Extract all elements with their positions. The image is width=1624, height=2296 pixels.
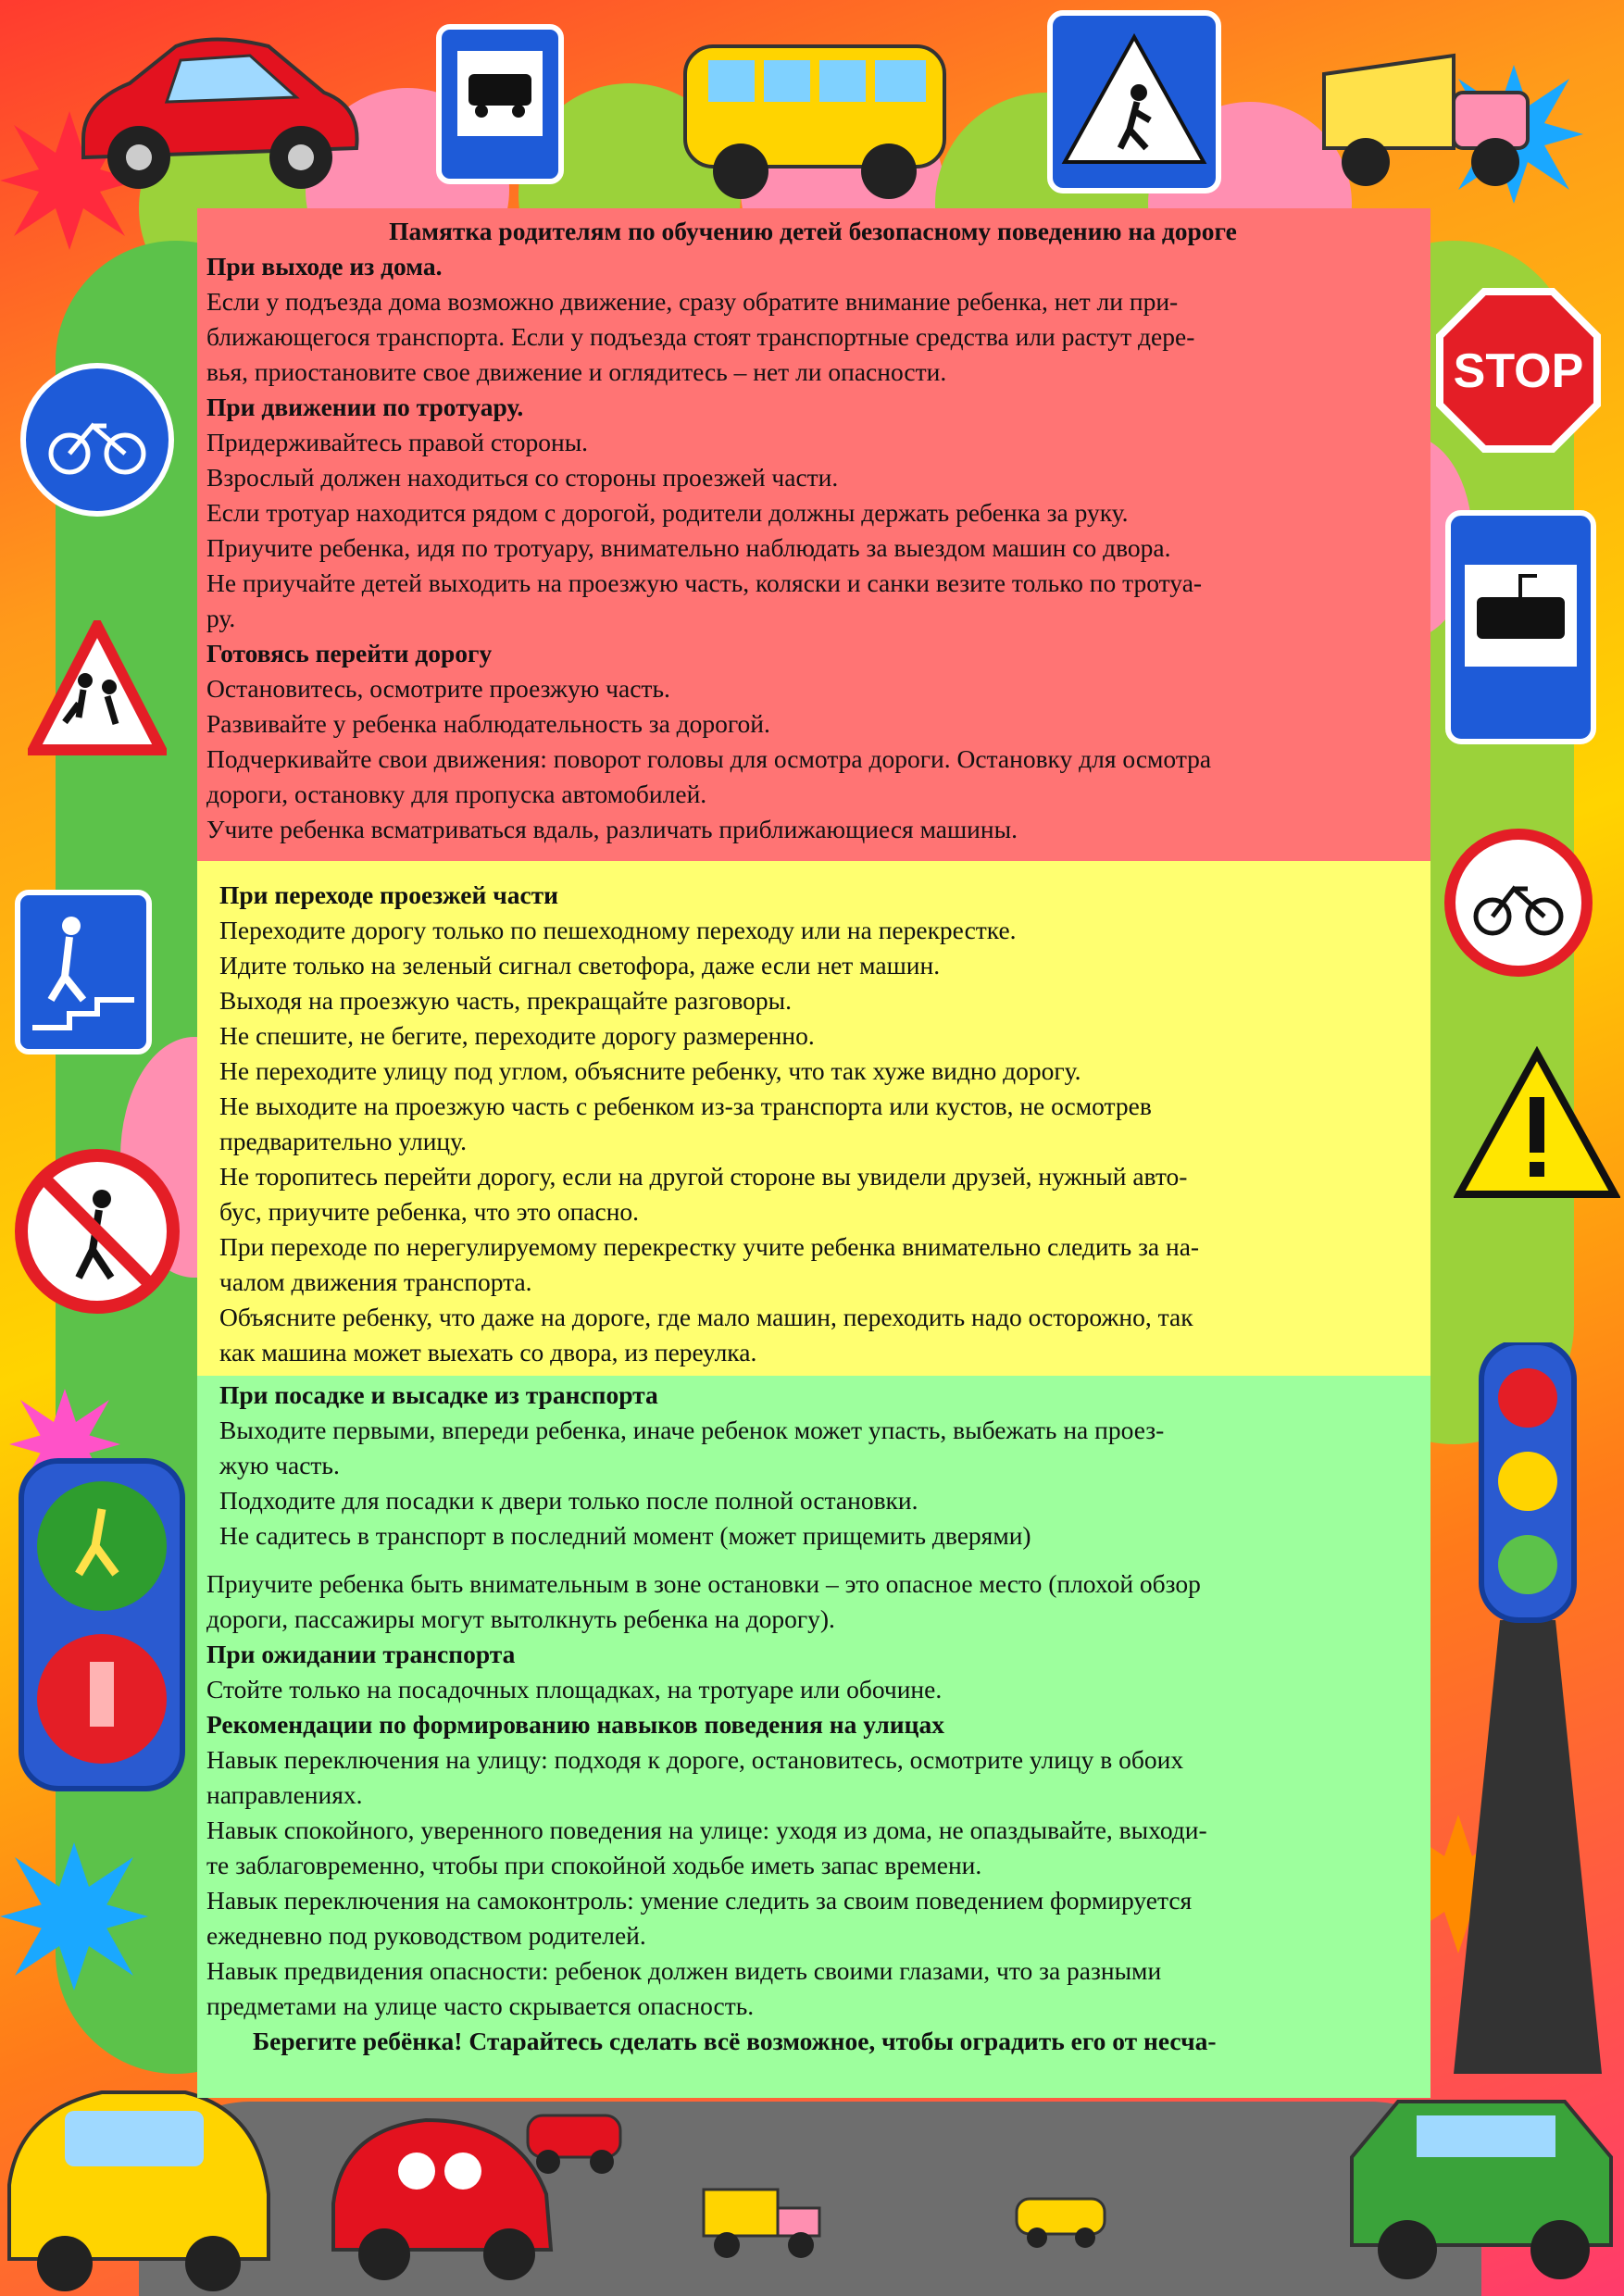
svg-text:STOP: STOP [1453,344,1584,398]
section-yellow-panel [197,861,1430,1376]
bus-stop-sign-icon [435,23,565,185]
no-bicycles-sign-icon [1444,829,1593,977]
section-heading: Готовясь перейти дорогу [206,639,493,668]
text-line: направлениях. [206,1780,363,1809]
text-line: Учите ребенка всматриваться вдаль, различать приближающиеся машины. [206,815,1018,843]
text-line: Развивайте у ребенка наблюдательность за дорогой. [206,709,770,738]
text-line: вья, приостановите свое движение и оглядитесь – нет ли опасности. [206,357,947,386]
underground-crossing-sign-icon [14,889,153,1055]
traffic-light-road-illustration [1444,1342,1611,2074]
text-line: Не приучайте детей выходить на проезжую часть, коляски и санки везите только по тротуа- [206,568,1203,597]
school-bus-illustration [667,19,963,208]
text-line: дороги, пассажиры могут вытолкнуть ребенка на дорогу). [206,1604,835,1633]
text-line: Навык переключения на самоконтроль: умение следить за своим поведением формируется [206,1886,1193,1915]
tram-stop-sign-icon [1444,509,1597,745]
small-dump-truck-illustration [694,2171,833,2273]
section-heading: При выходе из дома. [206,252,443,281]
text-line: Подходите для посадки к двери только после полной остановки. [219,1486,918,1515]
text-line: жую часть. [219,1451,340,1479]
dump-truck-illustration [1315,28,1546,204]
warning-sign-icon [1454,1046,1620,1204]
text-line: те заблаговременно, чтобы при спокойной ходьбе иметь запас времени. [206,1851,982,1879]
text-line: чалом движения транспорта. [219,1267,532,1296]
bicycle-path-sign-icon [19,361,176,518]
text-line: Объясните ребенку, что даже на дороге, где мало машин, переходить надо осторожно, так [219,1303,1193,1331]
section-heading: Рекомендации по формированию навыков поведения на улицах [206,1710,944,1739]
section-heading: При движении по тротуару. [206,393,524,421]
text-line: Переходите дорогу только по пешеходному переходу или на перекрестке. [219,916,1017,944]
text-line: Навык переключения на улицу: подходя к дороге, остановитесь, осмотрите улицу в обоих [206,1745,1184,1774]
text-line: Остановитесь, осмотрите проезжую часть. [206,674,670,703]
text-line: Выходите первыми, впереди ребенка, иначе ребенок может упасть, выбежать на проез- [219,1416,1165,1444]
decor-burst [0,1842,148,1990]
text-line: Выходя на проезжую часть, прекращайте разговоры. [219,986,792,1015]
section-red-panel [197,208,1430,861]
text-line: Если тротуар находится рядом с дорогой, родители должны держать ребенка за руку. [206,498,1129,527]
section-heading: При переходе проезжей части [219,880,559,909]
text-line: предварительно улицу. [219,1127,467,1155]
text-line: Стойте только на посадочных площадках, на тротуаре или обочине. [206,1675,943,1703]
pedestrian-traffic-light-illustration [14,1454,190,1796]
text-line: ближающегося транспорта. Если у подъезда стоят транспортные средства или растут дере- [206,322,1195,351]
text-line: Навык предвидения опасности: ребенок должен видеть своими глазами, что за разными [206,1956,1162,1985]
text-line: Приучите ребенка быть внимательным в зоне остановки – это опасное место (плохой обзор [206,1569,1201,1598]
text-line: Взрослый должен находиться со стороны проезжей части. [206,463,839,492]
text-line: При переходе по нерегулируемому перекрестку учите ребенка внимательно следить за на- [219,1232,1200,1261]
text-line: Подчеркивайте свои движения: поворот головы для осмотра дороги. Остановку для осмотра [206,744,1212,773]
text-line: Придерживайтесь правой стороны. [206,428,589,456]
text-line: ежедневно под руководством родителей. [206,1921,646,1950]
closing-statement: Берегите ребёнка! Старайтесь сделать всё возможное, чтобы оградить его от несча- [253,2027,1217,2055]
pedestrian-crossing-sign-icon [1046,9,1222,194]
page-title: Памятка родителям по обучению детей безопасному поведению на дороге [389,217,1237,245]
text-line: Не переходите улицу под углом, объясните ребенку, что так хуже видно дорогу. [219,1056,1081,1085]
text-line: Не спешите, не бегите, переходите дорогу размеренно. [219,1021,815,1050]
text-line: предметами на улице часто скрывается опасность. [206,1991,755,2020]
text-line: Не садитесь в транспорт в последний момент (может прищемить дверями) [219,1521,1031,1550]
section-heading: При ожидании транспорта [206,1640,516,1668]
red-car-illustration [65,19,370,204]
text-line: Не выходите на проезжую часть с ребенком из-за транспорта или кустов, не осмотрев [219,1092,1152,1120]
text-line: Приучите ребенка, идя по тротуару, внимательно наблюдать за выездом машин со двора. [206,533,1171,562]
small-yellow-car-illustration [1009,2180,1111,2254]
text-line: как машина может выехать со двора, из переулка. [219,1338,757,1366]
text-line: бус, приучите ребенка, что это опасно. [219,1197,640,1226]
text-line: Не торопитесь перейти дорогу, если на другой стороне вы увидели друзей, нужный авто- [219,1162,1188,1191]
text-line: Если у подъезда дома возможно движение, сразу обратите внимание ребенка, нет ли при- [206,287,1179,316]
section-green-panel [197,1376,1430,2098]
text-line: Навык спокойного, уверенного поведения на улице: уходя из дома, не опаздывайте, выходи- [206,1816,1207,1844]
no-pedestrians-sign-icon [14,1148,181,1315]
text-line: Идите только на зеленый сигнал светофора, даже если нет машин. [219,951,941,980]
spacer [206,1554,1419,1566]
text-line: ру. [206,604,236,632]
small-red-car-illustration [518,2097,630,2180]
text-line: дороги, остановку для пропуска автомобилей. [206,780,707,808]
children-crossing-sign-icon [28,620,167,759]
section-heading: При посадке и высадке из транспорта [219,1380,658,1409]
stop-sign-icon [1435,287,1602,454]
